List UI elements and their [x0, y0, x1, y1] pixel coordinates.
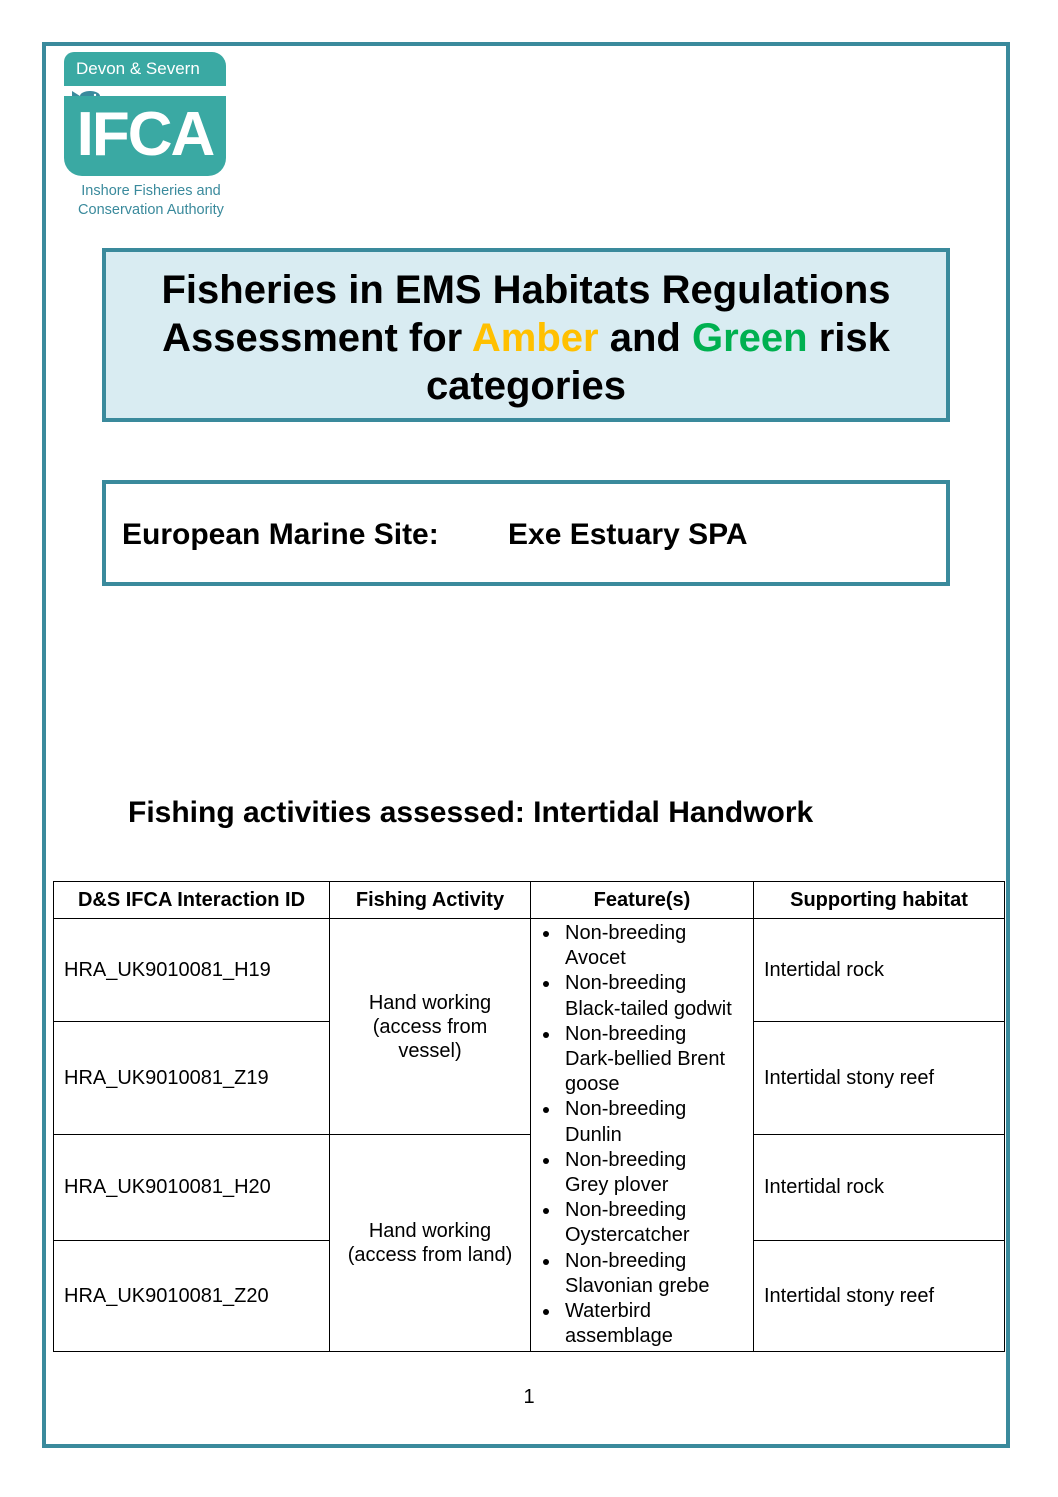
feature-line: Non-breeding [565, 972, 687, 995]
interaction-table [53, 881, 1005, 1352]
feature-item [539, 1148, 747, 1198]
fishing-activity-cell [330, 1135, 531, 1352]
features-cell [531, 919, 754, 1352]
feature-line: Non-breeding [565, 1199, 687, 1222]
title-and-word: and [609, 316, 681, 360]
feature-line: Slavonian grebe [565, 1274, 710, 1297]
header-fishing-activity: Fishing Activity [330, 882, 531, 919]
table-row [54, 919, 1005, 1022]
supporting-habitat-cell: Intertidal stony reef [754, 1022, 1005, 1135]
header-supporting-habitat: Supporting habitat [754, 882, 1005, 919]
activity-line: Hand working [368, 991, 492, 1014]
feature-item [539, 1022, 747, 1098]
header-features: Feature(s) [531, 882, 754, 919]
logo-subtitle-line1: Inshore Fisheries and [81, 183, 221, 199]
feature-line: Non-breeding [565, 1249, 687, 1272]
activity-line: (access from [372, 1015, 488, 1038]
title-amber-word: Amber [471, 316, 599, 360]
feature-item [539, 971, 747, 1021]
feature-line: Waterbird [565, 1300, 651, 1323]
fishing-activity-cell [330, 919, 531, 1135]
header-interaction-id: D&S IFCA Interaction ID [54, 882, 330, 919]
feature-line: Grey plover [565, 1174, 669, 1197]
activities-heading: Fishing activities assessed: Intertidal Handwork [128, 796, 814, 829]
title-line2-prefix: Assessment for [162, 316, 463, 360]
feature-line: goose [565, 1073, 620, 1096]
feature-line: Dunlin [565, 1123, 622, 1146]
supporting-habitat-cell: Intertidal stony reef [754, 1241, 1005, 1352]
title-line2 [106, 314, 946, 362]
feature-item [539, 1097, 747, 1147]
feature-item [539, 1198, 747, 1248]
interaction-id-cell: HRA_UK9010081_Z19 [54, 1022, 330, 1135]
site-label: European Marine Site: [122, 518, 439, 551]
feature-line: Non-breeding [565, 1098, 687, 1121]
interaction-id-cell: HRA_UK9010081_H20 [54, 1135, 330, 1241]
title-box [102, 248, 950, 422]
table-header-row [54, 882, 1005, 919]
feature-line: Oystercatcher [565, 1224, 690, 1247]
activity-line: Hand working [368, 1220, 492, 1243]
interaction-id-cell: HRA_UK9010081_Z20 [54, 1241, 330, 1352]
features-list [539, 921, 747, 1349]
feature-line: Dark-bellied Brent [565, 1048, 726, 1071]
table-row [54, 1135, 1005, 1241]
site-box [102, 480, 950, 586]
logo-tab: Devon & Severn [64, 52, 226, 86]
logo-subtitle [66, 182, 236, 220]
ifca-logo [64, 52, 228, 222]
site-value: Exe Estuary SPA [508, 518, 748, 551]
activity-line: vessel) [398, 1039, 462, 1062]
title-line3: categories [425, 364, 627, 408]
feature-item [539, 1249, 747, 1299]
feature-line: Non-breeding [565, 922, 687, 944]
feature-line: Avocet [565, 947, 626, 970]
title-line1: Fisheries in EMS Habitats Regulations [161, 268, 891, 312]
page-number: 1 [523, 1386, 535, 1408]
logo-subtitle-line2: Conservation Authority [78, 202, 224, 218]
feature-line: Black-tailed godwit [565, 997, 732, 1020]
supporting-habitat-cell: Intertidal rock [754, 919, 1005, 1022]
activity-line: (access from land) [347, 1244, 513, 1267]
feature-item [539, 1299, 747, 1349]
interaction-id-cell: HRA_UK9010081_H19 [54, 919, 330, 1022]
supporting-habitat-cell: Intertidal rock [754, 1135, 1005, 1241]
title-line2-suffix: risk [818, 316, 890, 360]
feature-line: Non-breeding [565, 1148, 687, 1171]
feature-item [539, 921, 747, 971]
feature-line: Non-breeding [565, 1022, 687, 1045]
feature-line: assemblage [565, 1325, 673, 1348]
logo-ifca-text: IFCA [64, 96, 226, 176]
title-green-word: Green [691, 316, 808, 360]
